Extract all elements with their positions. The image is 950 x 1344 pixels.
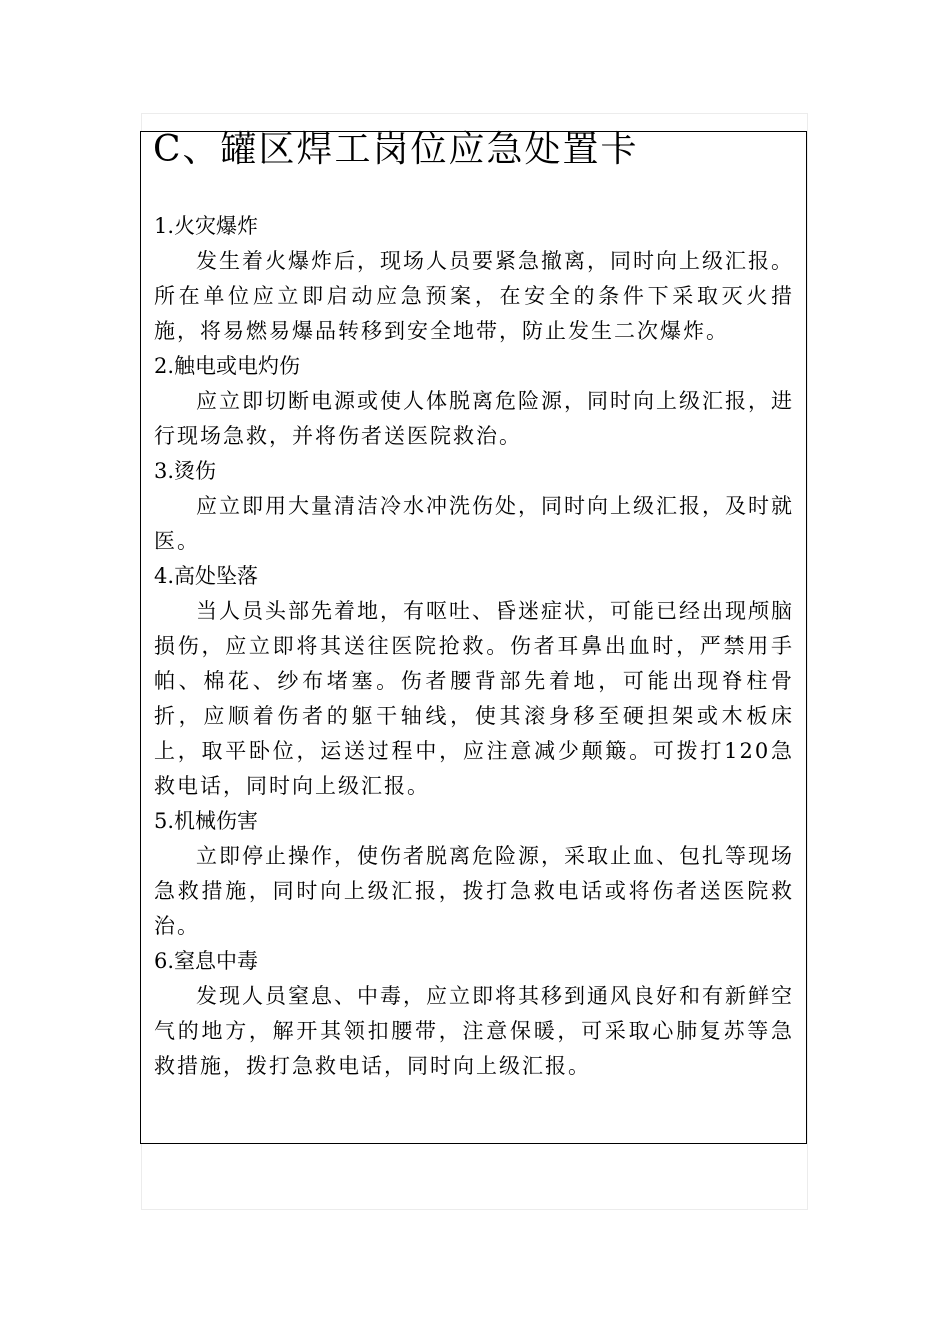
- section-heading: 5.机械伤害: [154, 809, 259, 833]
- section-fall-from-height: [154, 559, 794, 804]
- section-body: 立即停止操作，使伤者脱离危险源，采取止血、包扎等现场急救措施，同时向上级汇报，拨打急救电话或将伤者送医院救治。: [154, 844, 794, 938]
- section-asphyxia-poisoning: [154, 944, 794, 1084]
- section-heading: 1.火灾爆炸: [154, 214, 259, 238]
- section-electric-shock: [154, 349, 794, 454]
- section-heading: 2.触电或电灼伤: [154, 354, 301, 378]
- section-fire-explosion: [154, 209, 794, 349]
- section-mechanical-injury: [154, 804, 794, 944]
- section-scald: [154, 454, 794, 559]
- section-heading: 3.烫伤: [154, 459, 217, 483]
- section-body: 发生着火爆炸后，现场人员要紧急撤离，同时向上级汇报。所在单位应立即启动应急预案，在安全的条件下采取灭火措施，将易燃易爆品转移到安全地带，防止发生二次爆炸。: [154, 249, 794, 343]
- section-body: 发现人员窒息、中毒，应立即将其移到通风良好和有新鲜空气的地方，解开其领扣腰带，注意保暖，可采取心肺复苏等急救措施，拨打急救电话，同时向上级汇报。: [154, 984, 794, 1078]
- card-content: [154, 209, 794, 1084]
- section-body: 当人员头部先着地，有呕吐、昏迷症状，可能已经出现颅脑损伤，应立即将其送往医院抢救。伤者耳鼻出血时，严禁用手帕、棉花、纱布堵塞。伤者腰背部先着地，可能出现脊柱骨折，应顺着伤者的躯干轴线，使其滚身移至硬担架或木板床上，取平卧位，运送过程中，应注意减少颠簸。可拨打120急救电话，同时向上级汇报。: [154, 599, 794, 798]
- section-body: 应立即切断电源或使人体脱离危险源，同时向上级汇报，进行现场急救，并将伤者送医院救治。: [154, 389, 794, 448]
- section-heading: 6.窒息中毒: [154, 949, 259, 973]
- emergency-card: [140, 131, 807, 1144]
- section-body: 应立即用大量清洁冷水冲洗伤处，同时向上级汇报，及时就医。: [154, 494, 794, 553]
- card-title: C、罐区焊工岗位应急处置卡: [153, 129, 639, 170]
- section-heading: 4.高处坠落: [154, 564, 259, 588]
